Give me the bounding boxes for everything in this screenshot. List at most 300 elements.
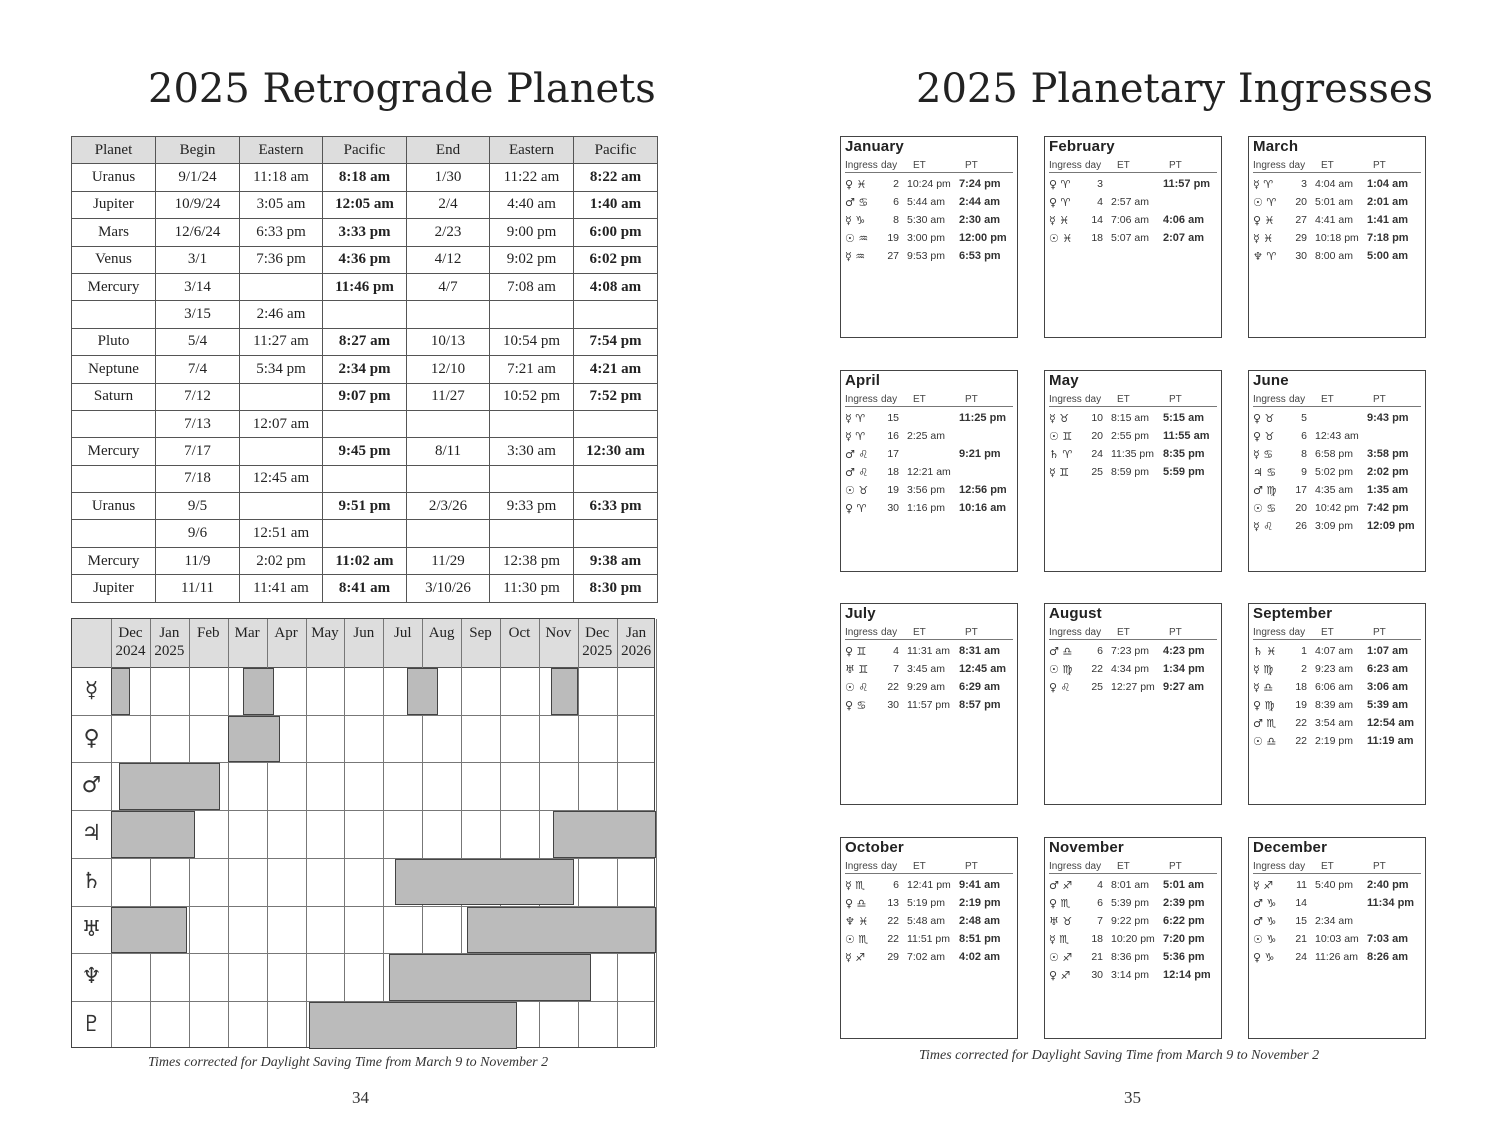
retrograde-bar: [228, 716, 281, 763]
table-cell: 8:41 am: [323, 575, 407, 602]
retrograde-bar: [551, 668, 578, 715]
timeline-month-label: Feb: [196, 625, 220, 641]
ingress-day: 29: [1295, 232, 1307, 244]
timeline-month-label: Jan: [159, 625, 180, 641]
timeline-month-header: [267, 619, 306, 667]
ingress-row: [845, 879, 1017, 897]
ingress-et: 9:53 pm: [907, 250, 945, 262]
table-cell: 7:21 am: [490, 356, 574, 383]
ingress-day: 13: [887, 897, 899, 909]
table-cell: 8:22 am: [574, 164, 658, 191]
ingress-row: [1253, 448, 1425, 466]
ingress-et: 6:06 am: [1315, 681, 1353, 693]
venus-icon: ♀: [83, 725, 100, 751]
month-box-april: [840, 370, 1018, 572]
retrograde-bar: [119, 763, 220, 810]
ingress-pt: 12:54 am: [1367, 717, 1415, 729]
column-header-day: day: [1289, 627, 1306, 638]
table-cell: Neptune: [72, 356, 156, 383]
column-header-et: ET: [1321, 160, 1334, 171]
ingress-et: 5:07 am: [1111, 232, 1149, 244]
ingress-et: 7:02 am: [907, 951, 945, 963]
ingress-pt: 8:26 am: [1367, 951, 1408, 963]
ingress-row: [1049, 933, 1221, 951]
planet-sign-icon: ☉ ♓: [1049, 232, 1073, 245]
ingress-pt: 8:51 pm: [959, 933, 1001, 945]
ingress-day: 4: [893, 645, 899, 657]
ingress-row: [845, 232, 1017, 250]
table-cell: 2/4: [407, 191, 490, 218]
ingress-pt: 1:07 am: [1367, 645, 1408, 657]
month-box-january: [840, 136, 1018, 338]
table-cell: 9:33 pm: [490, 493, 574, 520]
ingress-day: 27: [1295, 214, 1307, 226]
planet-sign-icon: ♀ ♎: [845, 897, 867, 910]
planet-sign-icon: ♂ ♑: [1253, 897, 1277, 910]
ingress-day: 20: [1091, 430, 1103, 442]
retrograde-table: [71, 136, 658, 603]
pluto-icon: ♇: [81, 1011, 102, 1037]
timeline-month-header: [383, 619, 422, 667]
ingress-row: [1049, 879, 1221, 897]
table-cell: Saturn: [72, 383, 156, 410]
month-name: July: [845, 605, 876, 622]
ingress-row: [845, 430, 1017, 448]
month-name: April: [845, 372, 881, 389]
planet-sign-icon: ♀ ♌: [1049, 681, 1071, 694]
month-name: November: [1049, 839, 1124, 856]
column-header-et: ET: [1117, 861, 1130, 872]
table-cell: 7:36 pm: [240, 246, 323, 273]
month-name: September: [1253, 605, 1333, 622]
ingress-et: 5:19 pm: [907, 897, 945, 909]
table-cell: 9/5: [156, 493, 240, 520]
table-cell: 7/12: [156, 383, 240, 410]
ingress-day: 7: [1097, 915, 1103, 927]
planet-sign-icon: ♂ ♑: [1253, 915, 1277, 928]
column-header-et: ET: [913, 627, 926, 638]
ingress-day: 17: [887, 448, 899, 460]
ingress-pt: 8:35 pm: [1163, 448, 1205, 460]
column-header-pt: PT: [1169, 627, 1182, 638]
planet-sign-icon: ☿ ♎: [1253, 681, 1274, 694]
ingress-day: 5: [1301, 412, 1307, 424]
ingress-row: [1049, 232, 1221, 250]
ingress-et: 3:45 am: [907, 663, 945, 675]
table-cell: [407, 520, 490, 547]
table-cell: 12:45 am: [240, 465, 323, 492]
jupiter-icon: ♃: [81, 821, 102, 847]
ingress-et: 5:02 pm: [1315, 466, 1353, 478]
planet-sign-icon: ☿ ♒: [845, 250, 866, 263]
ingress-pt: 1:34 pm: [1163, 663, 1205, 675]
table-cell: 11:41 am: [240, 575, 323, 602]
ingress-pt: 8:31 am: [959, 645, 1000, 657]
ingress-et: 11:57 pm: [907, 699, 950, 711]
column-header-day: day: [1085, 861, 1102, 872]
ingress-column-header: [1253, 861, 1421, 874]
timeline-month-header: [189, 619, 228, 667]
month-name: June: [1253, 372, 1289, 389]
month-name: May: [1049, 372, 1079, 389]
table-cell: Mercury: [72, 438, 156, 465]
planet-sign-icon: ☉ ♉: [845, 484, 869, 497]
table-cell: 10:54 pm: [490, 328, 574, 355]
month-box-february: [1044, 136, 1222, 338]
ingress-row: [845, 466, 1017, 484]
column-header-pt: PT: [1373, 627, 1386, 638]
table-cell: 2/23: [407, 219, 490, 246]
ingress-day: 19: [1295, 699, 1307, 711]
ingress-pt: 2:44 am: [959, 196, 1000, 208]
timeline-month-label: Dec: [118, 625, 143, 641]
column-header-ingress: Ingress: [1253, 394, 1286, 405]
table-cell: 10:52 pm: [490, 383, 574, 410]
ingress-et: 8:00 am: [1315, 250, 1353, 262]
ingress-et: 10:20 pm: [1111, 933, 1155, 945]
planet-sign-icon: ☉ ♈: [1253, 196, 1277, 209]
retrograde-bar: [243, 668, 274, 715]
table-cell: 4:21 am: [574, 356, 658, 383]
timeline-year-label: 2024: [115, 643, 146, 659]
planet-sign-icon: ♂ ♎: [1049, 645, 1073, 658]
ingress-column-header: [845, 627, 1013, 640]
table-cell: 4/12: [407, 246, 490, 273]
grid-line: [344, 619, 345, 1047]
planet-sign-icon: ☉ ♒: [845, 232, 869, 245]
timeline-month-header: [578, 619, 617, 667]
table-cell: 11/9: [156, 547, 240, 574]
ingress-pt: 7:18 pm: [1367, 232, 1409, 244]
table-cell: 11/11: [156, 575, 240, 602]
retrograde-bar: [395, 859, 574, 906]
table-row: [72, 465, 658, 492]
table-row: [72, 328, 658, 355]
ingress-pt: 6:53 pm: [959, 250, 1001, 262]
table-cell: 8:30 pm: [574, 575, 658, 602]
ingress-et: 9:22 pm: [1111, 915, 1149, 927]
ingress-column-header: [1049, 627, 1217, 640]
ingress-column-header: [845, 160, 1013, 173]
table-row: [72, 301, 658, 328]
table-cell: 11:18 am: [240, 164, 323, 191]
table-cell: 3:33 pm: [323, 219, 407, 246]
ingress-row: [845, 502, 1017, 520]
table-cell: [574, 465, 658, 492]
table-row: [72, 273, 658, 300]
table-row: [72, 164, 658, 191]
table-cell: 11:46 pm: [323, 273, 407, 300]
ingress-pt: 12:00 pm: [959, 232, 1007, 244]
ingress-row: [1253, 663, 1425, 681]
ingress-pt: 2:02 pm: [1367, 466, 1409, 478]
table-cell: 11:22 am: [490, 164, 574, 191]
planet-sign-icon: ☿ ♈: [845, 430, 866, 443]
ingress-day: 6: [1301, 430, 1307, 442]
table-header-cell: Planet: [72, 137, 156, 164]
ingress-row: [1253, 735, 1425, 753]
timeline-month-header: [539, 619, 578, 667]
ingress-day: 17: [1295, 484, 1307, 496]
column-header-et: ET: [1321, 394, 1334, 405]
ingress-row: [1049, 178, 1221, 196]
ingress-pt: 12:45 am: [959, 663, 1007, 675]
planet-sign-icon: ☿ ♑: [845, 214, 866, 227]
planet-sign-icon: ☿ ♉: [1049, 412, 1070, 425]
planet-sign-icon: ☉ ♑: [1253, 933, 1277, 946]
ingress-day: 22: [1295, 717, 1307, 729]
ingress-et: 7:06 am: [1111, 214, 1149, 226]
table-cell: [574, 520, 658, 547]
table-cell: Mercury: [72, 547, 156, 574]
ingress-et: 9:23 am: [1315, 663, 1353, 675]
timeline-month-header: [422, 619, 461, 667]
ingress-column-header: [1049, 861, 1217, 874]
table-cell: [407, 301, 490, 328]
ingress-et: 5:30 am: [907, 214, 945, 226]
ingress-pt: 5:00 am: [1367, 250, 1408, 262]
ingress-pt: 11:25 pm: [959, 412, 1007, 424]
saturn-icon: ♄: [81, 868, 102, 894]
ingress-row: [1253, 915, 1425, 933]
table-cell: 4:40 am: [490, 191, 574, 218]
ingress-et: 3:00 pm: [907, 232, 945, 244]
ingress-row: [1049, 214, 1221, 232]
ingress-et: 8:39 am: [1315, 699, 1353, 711]
table-row: [72, 383, 658, 410]
ingress-pt: 5:15 am: [1163, 412, 1204, 424]
table-cell: [407, 465, 490, 492]
ingress-row: [1049, 681, 1221, 699]
planet-sign-icon: ♆ ♈: [1253, 250, 1277, 263]
ingress-day: 14: [1091, 214, 1103, 226]
planet-sign-icon: ☉ ♋: [1253, 502, 1277, 515]
table-cell: 12:07 am: [240, 410, 323, 437]
table-row: [72, 246, 658, 273]
planet-sign-icon: ♀ ♍: [1253, 699, 1275, 712]
month-name: August: [1049, 605, 1102, 622]
ingress-row: [1253, 250, 1425, 268]
planet-sign-icon: ♀ ♊: [845, 645, 867, 658]
ingress-day: 24: [1091, 448, 1103, 460]
month-name: February: [1049, 138, 1115, 155]
ingress-day: 6: [893, 196, 899, 208]
column-header-et: ET: [1321, 861, 1334, 872]
ingress-day: 21: [1091, 951, 1103, 963]
ingress-et: 5:39 pm: [1111, 897, 1149, 909]
timeline-month-label: Nov: [545, 625, 572, 641]
planet-sign-icon: ♀ ♏: [1049, 897, 1071, 910]
ingress-row: [1253, 502, 1425, 520]
timeline-month-header: [306, 619, 345, 667]
table-row: [72, 438, 658, 465]
ingress-row: [845, 250, 1017, 268]
table-cell: 9:45 pm: [323, 438, 407, 465]
planet-sign-icon: ☿ ♋: [1253, 448, 1274, 461]
table-cell: 6:00 pm: [574, 219, 658, 246]
month-name: January: [845, 138, 904, 155]
table-cell: 9:51 pm: [323, 493, 407, 520]
planet-sign-icon: ☉ ♐: [1049, 951, 1073, 964]
table-row: [72, 356, 658, 383]
ingress-day: 3: [1301, 178, 1307, 190]
planet-sign-icon: ♂ ♋: [845, 196, 869, 209]
ingress-day: 22: [1091, 663, 1103, 675]
month-box-october: [840, 837, 1018, 1039]
table-cell: 6:02 pm: [574, 246, 658, 273]
ingress-row: [845, 178, 1017, 196]
ingress-row: [1049, 448, 1221, 466]
table-cell: [240, 493, 323, 520]
table-cell: [72, 465, 156, 492]
planet-sign-icon: ☿ ♈: [1253, 178, 1274, 191]
planet-sign-icon: ☿ ♍: [1253, 663, 1274, 676]
ingress-row: [845, 214, 1017, 232]
timeline-month-label: Aug: [428, 625, 455, 641]
table-cell: [323, 520, 407, 547]
ingress-day: 30: [887, 502, 899, 514]
ingress-pt: 11:55 am: [1163, 430, 1210, 442]
column-header-ingress: Ingress: [1253, 160, 1286, 171]
ingress-pt: 2:07 am: [1163, 232, 1204, 244]
column-header-ingress: Ingress: [1049, 160, 1082, 171]
ingress-column-header: [845, 394, 1013, 407]
table-cell: [240, 273, 323, 300]
ingress-day: 24: [1295, 951, 1307, 963]
timeline-month-label: Dec: [585, 625, 610, 641]
table-cell: 9:00 pm: [490, 219, 574, 246]
table-cell: 11:27 am: [240, 328, 323, 355]
planet-sign-icon: ♂ ♌: [845, 466, 869, 479]
grid-line: [383, 619, 384, 1047]
ingress-day: 6: [893, 879, 899, 891]
ingress-et: 10:18 pm: [1315, 232, 1359, 244]
table-cell: 8:18 am: [323, 164, 407, 191]
column-header-pt: PT: [1373, 394, 1386, 405]
ingress-row: [1049, 196, 1221, 214]
table-cell: Jupiter: [72, 191, 156, 218]
table-cell: Jupiter: [72, 575, 156, 602]
planet-sign-icon: ♀ ♓: [1253, 214, 1275, 227]
ingress-et: 5:40 pm: [1315, 879, 1353, 891]
table-header-cell: Eastern: [240, 137, 323, 164]
ingress-column-header: [845, 861, 1013, 874]
ingress-row: [845, 681, 1017, 699]
retrograde-bar: [553, 811, 656, 858]
table-cell: 6:33 pm: [574, 493, 658, 520]
planet-sign-icon: ☉ ♌: [845, 681, 869, 694]
timeline-month-header: [111, 619, 150, 667]
neptune-icon: ♆: [81, 964, 102, 990]
table-cell: Mercury: [72, 273, 156, 300]
ingress-pt: 5:59 pm: [1163, 466, 1205, 478]
ingress-et: 9:29 am: [907, 681, 945, 693]
ingress-et: 2:55 pm: [1111, 430, 1149, 442]
table-cell: [490, 520, 574, 547]
ingress-day: 30: [1295, 250, 1307, 262]
column-header-et: ET: [913, 394, 926, 405]
ingress-column-header: [1253, 394, 1421, 407]
table-header-cell: End: [407, 137, 490, 164]
table-cell: 7/13: [156, 410, 240, 437]
table-cell: 2:02 pm: [240, 547, 323, 574]
ingress-et: 12:21 am: [907, 466, 951, 478]
table-cell: 1/30: [407, 164, 490, 191]
ingress-day: 25: [1091, 681, 1103, 693]
ingress-row: [1253, 951, 1425, 969]
ingress-pt: 2:01 am: [1367, 196, 1408, 208]
ingress-day: 8: [1301, 448, 1307, 460]
table-cell: Venus: [72, 246, 156, 273]
ingress-row: [1253, 466, 1425, 484]
ingress-column-header: [1049, 394, 1217, 407]
column-header-day: day: [1289, 394, 1306, 405]
table-row: [72, 410, 658, 437]
ingress-pt: 9:43 pm: [1367, 412, 1409, 424]
ingress-day: 11: [1296, 879, 1307, 891]
ingress-day: 18: [887, 466, 899, 478]
ingress-pt: 4:06 am: [1163, 214, 1204, 226]
column-header-et: ET: [1117, 160, 1130, 171]
timeline-month-header: [150, 619, 189, 667]
ingress-pt: 2:19 pm: [959, 897, 1001, 909]
ingress-pt: 6:29 am: [959, 681, 1000, 693]
column-header-ingress: Ingress: [845, 627, 878, 638]
ingress-pt: 12:09 pm: [1367, 520, 1415, 532]
column-header-et: ET: [913, 861, 926, 872]
month-box-march: [1248, 136, 1426, 338]
column-header-day: day: [881, 627, 898, 638]
planet-sign-icon: ☿ ♓: [1049, 214, 1070, 227]
column-header-pt: PT: [1373, 160, 1386, 171]
column-header-et: ET: [913, 160, 926, 171]
ingress-day: 7: [893, 663, 899, 675]
table-cell: [72, 410, 156, 437]
timeline-month-label: Jul: [393, 625, 412, 641]
table-cell: 7:08 am: [490, 273, 574, 300]
ingress-et: 10:42 pm: [1315, 502, 1359, 514]
planet-sign-icon: ☉ ♎: [1253, 735, 1277, 748]
ingress-day: 21: [1295, 933, 1307, 945]
ingress-et: 7:23 pm: [1111, 645, 1149, 657]
ingress-et: 1:16 pm: [907, 502, 945, 514]
planet-sign-icon: ☿ ♐: [845, 951, 866, 964]
ingress-row: [1253, 484, 1425, 502]
planet-sign-icon: ☿ ♊: [1049, 466, 1070, 479]
ingress-row: [845, 412, 1017, 430]
table-cell: [72, 301, 156, 328]
ingress-row: [845, 699, 1017, 717]
table-cell: [490, 301, 574, 328]
ingress-et: 12:43 am: [1315, 430, 1359, 442]
table-cell: 7:52 pm: [574, 383, 658, 410]
ingress-pt: 1:41 am: [1367, 214, 1408, 226]
ingress-day: 30: [1091, 969, 1103, 981]
table-cell: Uranus: [72, 164, 156, 191]
ingress-row: [1253, 681, 1425, 699]
table-cell: 9/6: [156, 520, 240, 547]
ingress-day: 4: [1097, 879, 1103, 891]
table-cell: [240, 438, 323, 465]
ingress-day: 6: [1097, 645, 1103, 657]
month-box-september: [1248, 603, 1426, 805]
ingress-pt: 11:57 pm: [1163, 178, 1211, 190]
timeline-month-header: [228, 619, 267, 667]
planet-sign-icon: ♃ ♋: [1253, 466, 1277, 479]
ingress-row: [845, 663, 1017, 681]
ingress-row: [1253, 430, 1425, 448]
ingress-et: 12:41 pm: [907, 879, 951, 891]
